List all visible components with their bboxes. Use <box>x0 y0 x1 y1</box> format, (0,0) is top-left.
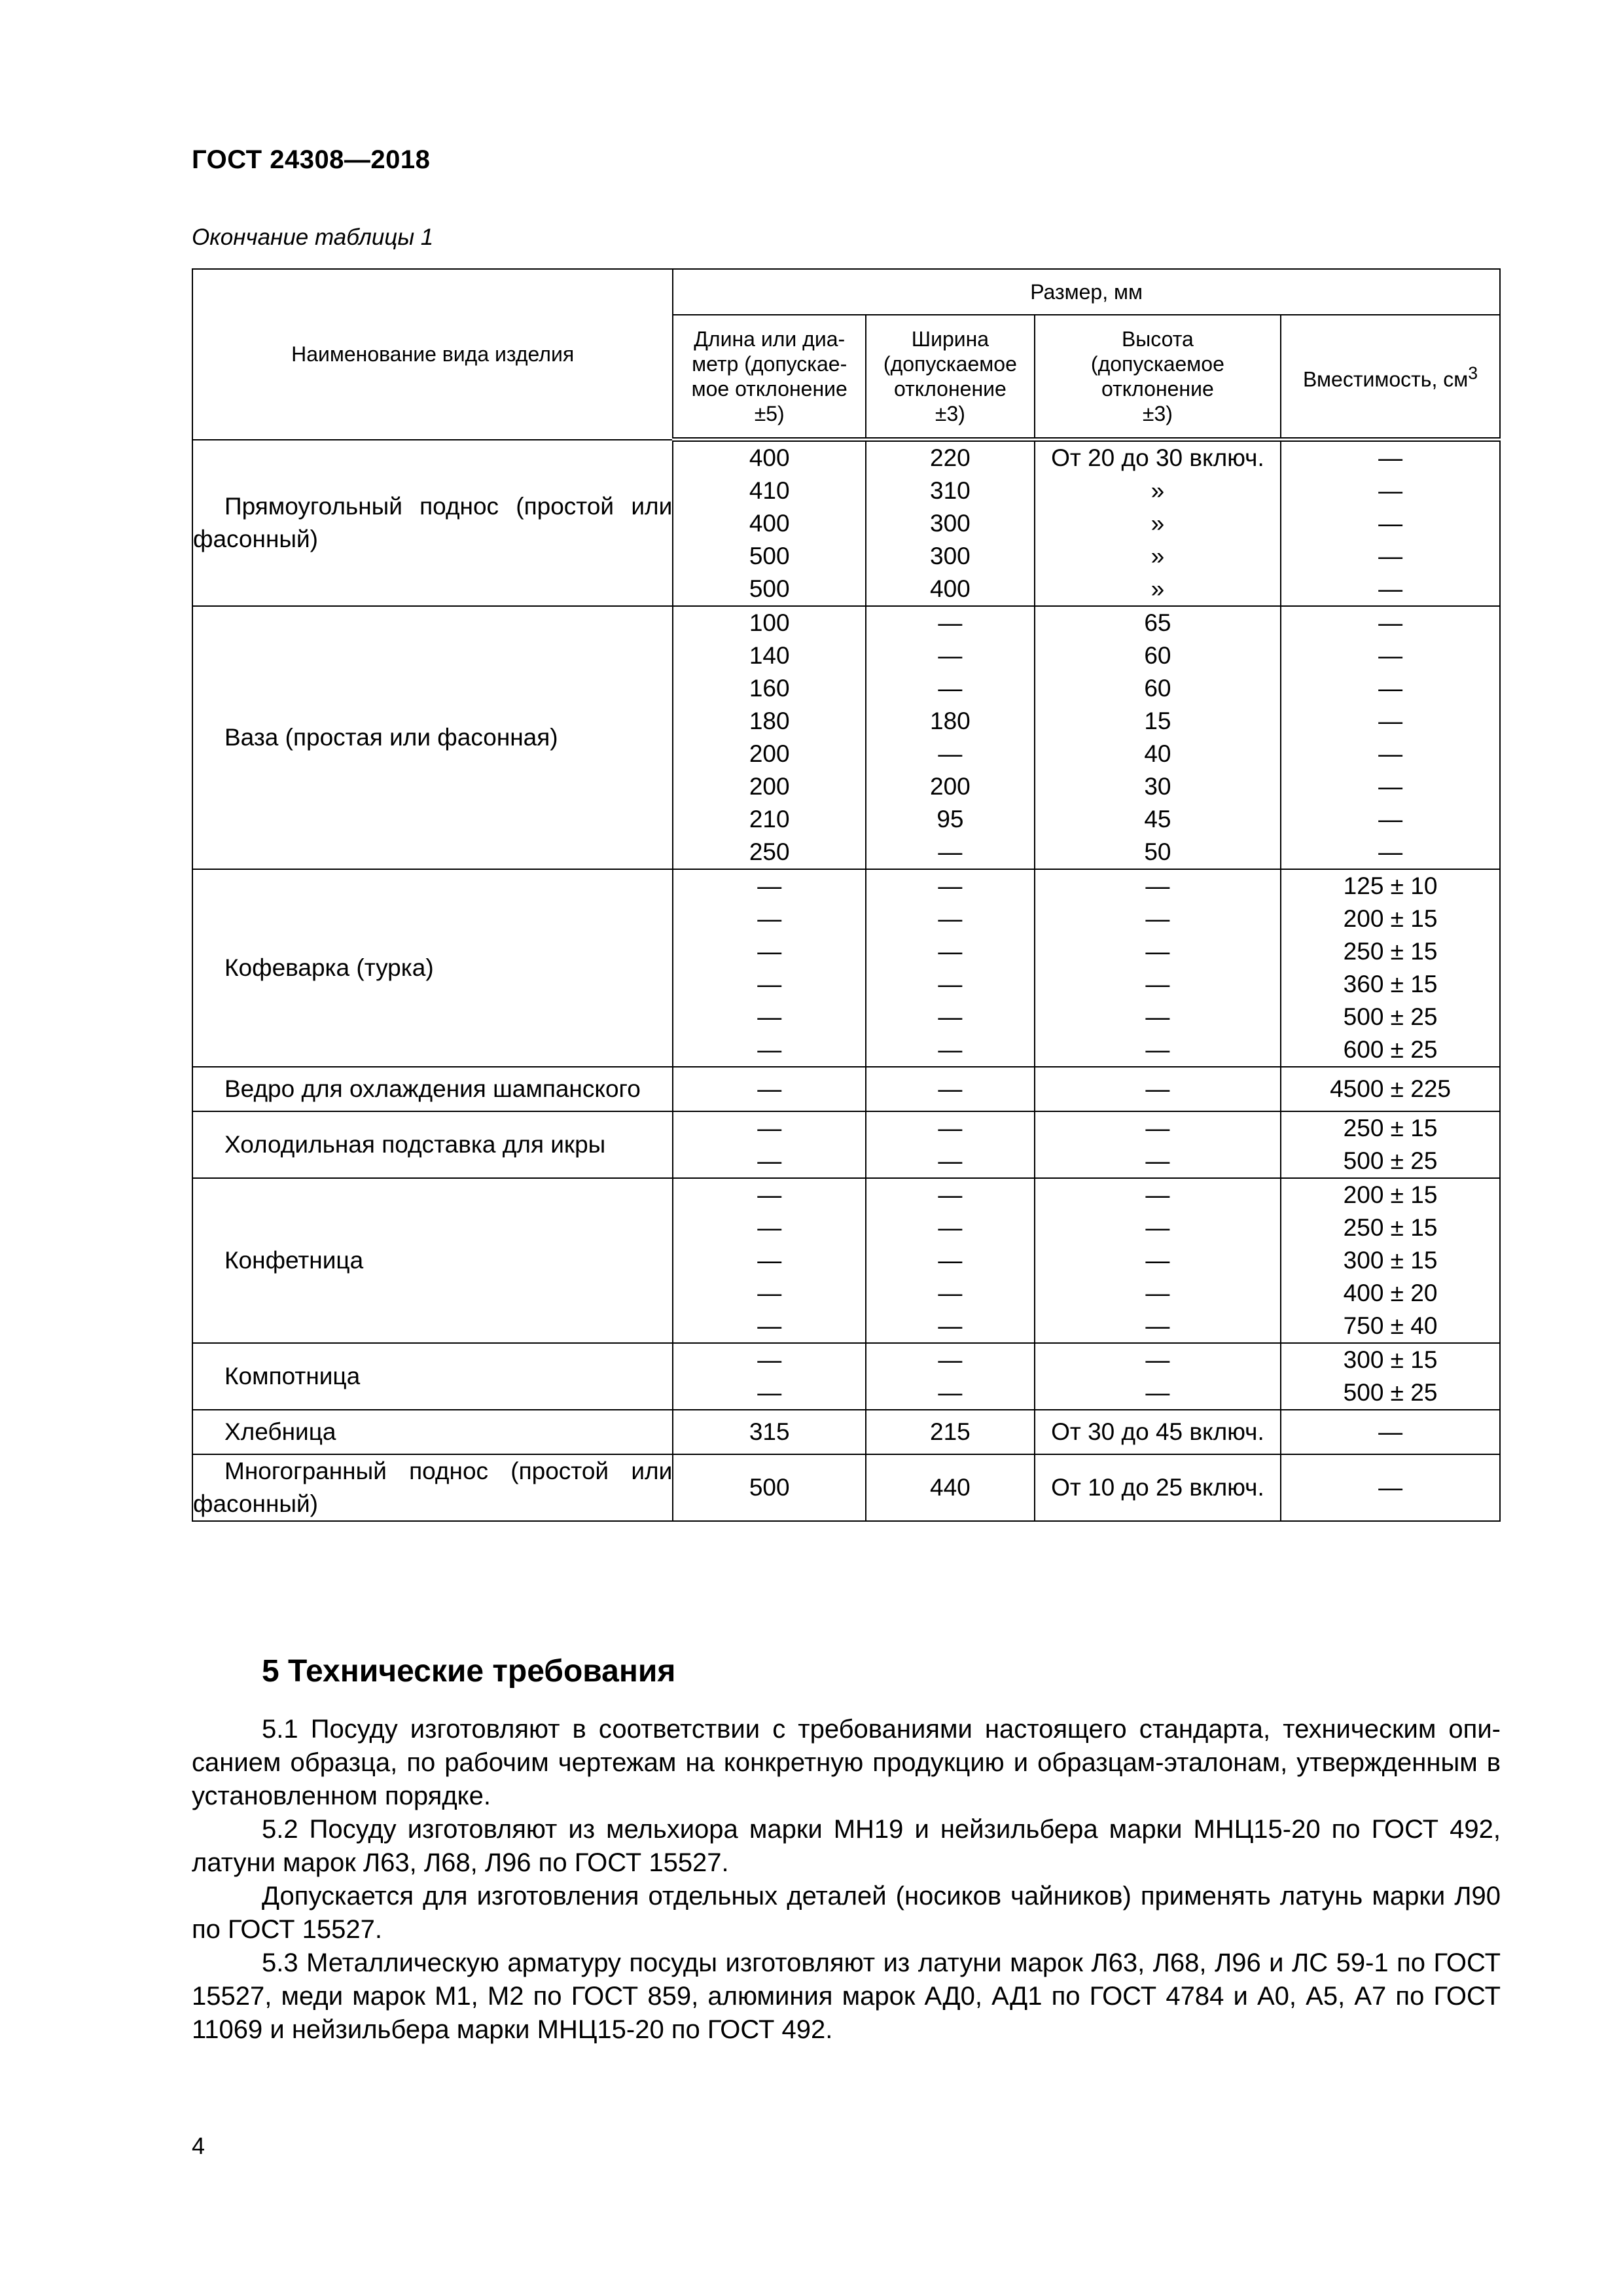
cell-length: — — <box>673 1111 866 1178</box>
cell-width: — <box>866 1067 1035 1111</box>
cell-length: 100 140 160 180 200 200 210 250 <box>673 606 866 869</box>
row-product-name: Кофеварка (турка) <box>192 869 673 1067</box>
cell-height: — — — — — <box>1035 1178 1281 1343</box>
page-number: 4 <box>192 2132 205 2159</box>
table-row <box>192 869 1500 1067</box>
row-product-name: Ведро для охлаждения шампанского <box>192 1067 673 1111</box>
cell-height: От 10 до 25 включ. <box>1035 1454 1281 1521</box>
paragraph-5-1: 5.1 Посуду изготовляют в соответствии с требованиями настоящего стандарта, техническим опи-санием образца, по рабочим чертежам на конкретную продукцию и образцам-эталонам, утвержденным в установленном порядке. <box>192 1715 1501 1810</box>
table-row <box>192 606 1500 869</box>
cell-capacity: — <box>1281 1454 1500 1521</box>
cell-height: От 20 до 30 включ. » » » » <box>1035 440 1281 607</box>
cell-height: — <box>1035 1067 1281 1111</box>
column-header-width: Ширина (допускаемое отклонение ±3) <box>866 315 1035 440</box>
row-product-name: Ваза (простая или фасонная) <box>192 606 673 869</box>
cell-width: 440 <box>866 1454 1035 1521</box>
cell-length: — — — — — — <box>673 869 866 1067</box>
cell-length: — — <box>673 1343 866 1410</box>
paragraph-5-2-note: Допускается для изготовления отдельных деталей (носиков чайников) применять латунь марки Л90 по ГОСТ 15527. <box>192 1882 1501 1944</box>
cell-length: 315 <box>673 1410 866 1454</box>
column-header-length: Длина или диа- метр (допускае- мое отклонение ±5) <box>673 315 866 440</box>
table-row <box>192 1410 1500 1454</box>
cell-width: — — — 180 — 200 95 — <box>866 606 1035 869</box>
cell-length: — <box>673 1067 866 1111</box>
document-header: ГОСТ 24308—2018 <box>192 145 431 174</box>
cell-width: 220 310 300 300 400 <box>866 440 1035 607</box>
row-product-name: Многогранный поднос (простой или фасонный) <box>192 1454 673 1521</box>
column-group-header-size: Размер, мм <box>673 269 1500 315</box>
cell-width: — — <box>866 1111 1035 1178</box>
cell-capacity: 4500 ± 225 <box>1281 1067 1500 1111</box>
table-body <box>192 440 1500 1522</box>
table-row <box>192 1111 1500 1178</box>
table-caption: Окончание таблицы 1 <box>192 224 434 250</box>
paragraph-5-3: 5.3 Металлическую арматуру посуды изготовляют из латуни марок Л63, Л68, Л96 и ЛС 59-1 по ГОСТ 15527, меди марок М1, М2 по ГОСТ 859, алюминия марок АД0, АД1 по ГОСТ 4784 и А0, А5, А7 по ГОСТ 11069 и нейзильбера марки МНЦ15-20 по ГОСТ 492. <box>192 1948 1501 2044</box>
table-row <box>192 1067 1500 1111</box>
row-product-name: Хлебница <box>192 1410 673 1454</box>
cell-width: — — <box>866 1343 1035 1410</box>
row-product-name: Холодильная подставка для икры <box>192 1111 673 1178</box>
column-header-height: Высота (допускаемое отклонение ±3) <box>1035 315 1281 440</box>
table-row <box>192 1178 1500 1343</box>
row-product-name: Конфетница <box>192 1178 673 1343</box>
section-title: 5 Технические требования <box>262 1654 676 1689</box>
cell-width: — — — — — — <box>866 869 1035 1067</box>
row-product-name: Компотница <box>192 1343 673 1410</box>
paragraph-5-2: 5.2 Посуду изготовляют из мельхиора марки МН19 и нейзильбера марки МНЦ15-20 по ГОСТ 492, латуни марок Л63, Л68, Л96 по ГОСТ 15527. <box>192 1815 1501 1877</box>
cell-width: — — — — — <box>866 1178 1035 1343</box>
cell-height: — — <box>1035 1111 1281 1178</box>
cell-capacity: — — — — — — — — <box>1281 606 1500 869</box>
cell-capacity: 125 ± 10 200 ± 15 250 ± 15 360 ± 15 500 ± 25 600 ± 25 <box>1281 869 1500 1067</box>
cell-capacity: 250 ± 15 500 ± 25 <box>1281 1111 1500 1178</box>
row-product-name: Прямоугольный поднос (простой или фасонный) <box>192 440 673 607</box>
cell-height: От 30 до 45 включ. <box>1035 1410 1281 1454</box>
cell-length: — — — — — <box>673 1178 866 1343</box>
cell-height: 65 60 60 15 40 30 45 50 <box>1035 606 1281 869</box>
cell-capacity: 200 ± 15 250 ± 15 300 ± 15 400 ± 20 750 ± 40 <box>1281 1178 1500 1343</box>
table-row <box>192 1454 1500 1521</box>
cell-length: 400 410 400 500 500 <box>673 440 866 607</box>
table-row <box>192 1343 1500 1410</box>
cell-capacity: — <box>1281 1410 1500 1454</box>
column-header-name: Наименование вида изделия <box>192 269 673 440</box>
cell-length: 500 <box>673 1454 866 1521</box>
table-row <box>192 440 1500 607</box>
column-header-capacity: Вместимость, $см^3$ <box>1281 315 1500 440</box>
cell-capacity: 300 ± 15 500 ± 25 <box>1281 1343 1500 1410</box>
dimensions-table <box>192 268 1501 1522</box>
cell-height: — — <box>1035 1343 1281 1410</box>
cell-width: 215 <box>866 1410 1035 1454</box>
cell-height: — — — — — — <box>1035 869 1281 1067</box>
cell-capacity: — — — — — <box>1281 440 1500 607</box>
